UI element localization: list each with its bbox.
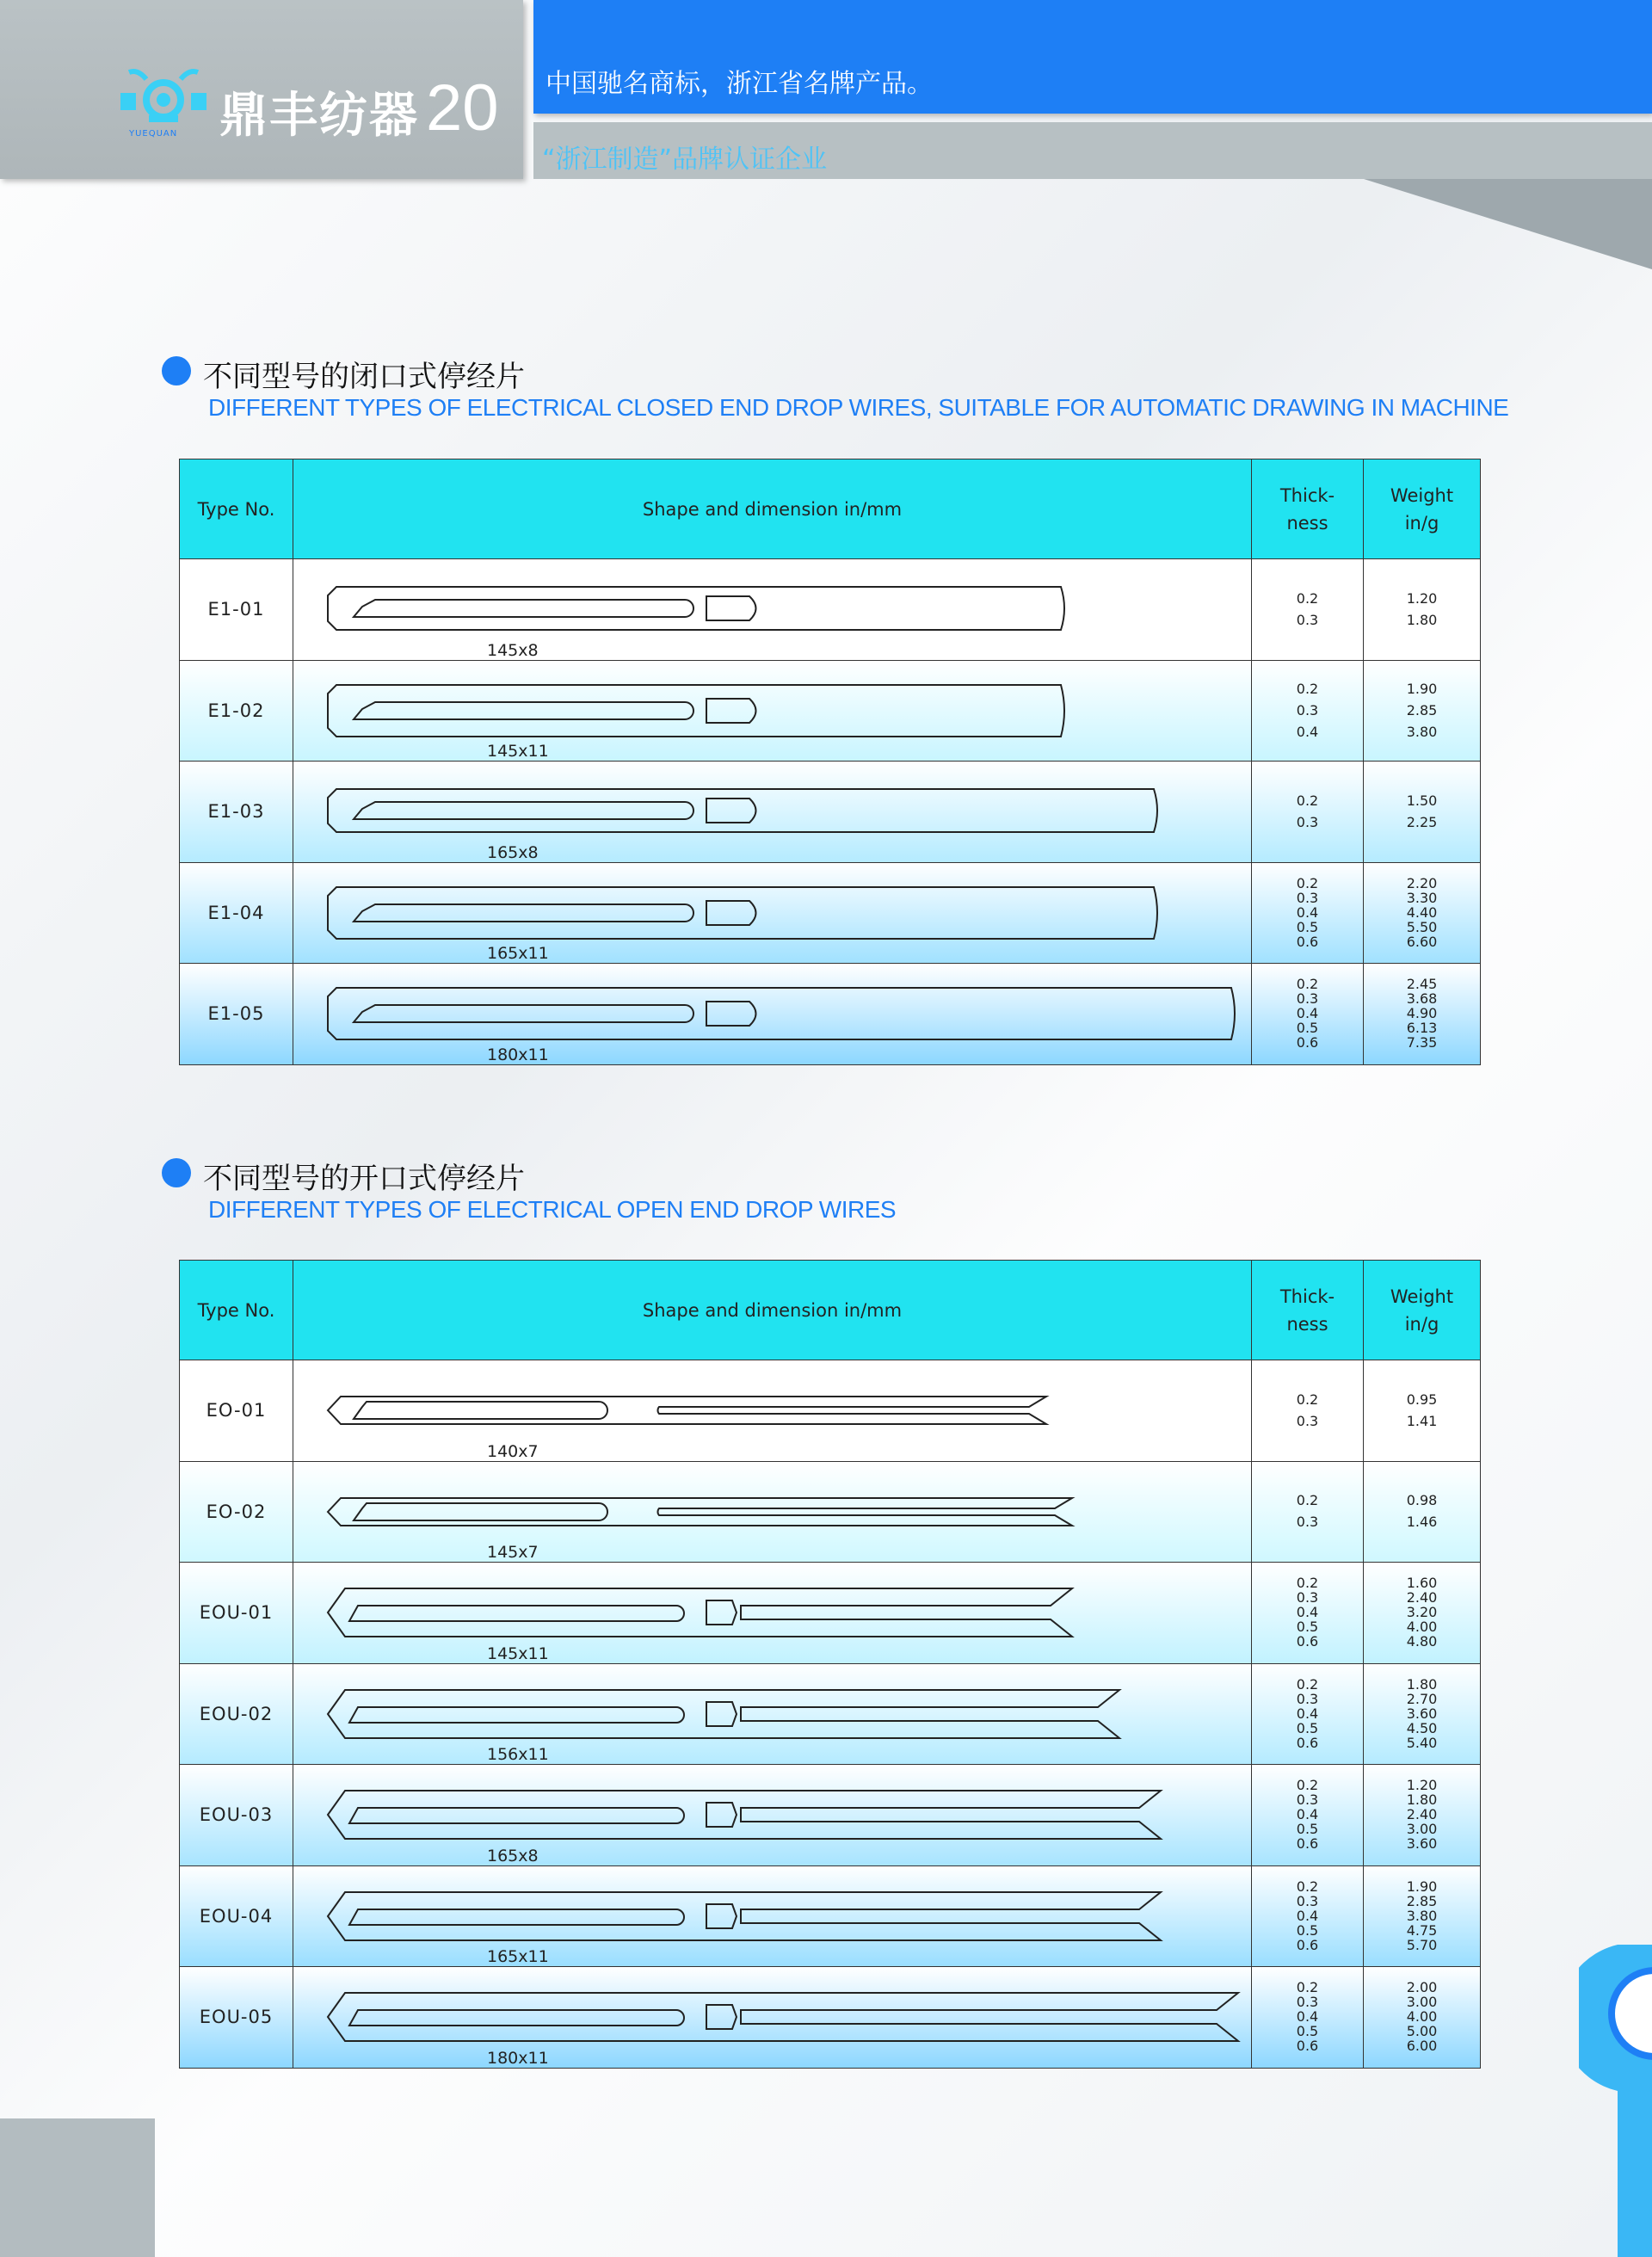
thickness-value: 0.3	[1296, 1412, 1319, 1429]
shape-cell	[293, 1663, 1252, 1765]
thickness-cell	[1252, 1663, 1364, 1765]
type-cell: EO-02	[180, 1461, 293, 1563]
drop-wire-drawing	[293, 661, 1252, 762]
thickness-value: 0.2	[1296, 589, 1319, 607]
shape-cell	[293, 1967, 1252, 2069]
thickness-value: 0.3	[1296, 1892, 1319, 1909]
col-header-type: Type No.	[180, 1261, 293, 1360]
weight-value: 2.45	[1406, 976, 1438, 993]
thickness-value: 0.2	[1296, 1777, 1319, 1794]
thickness-cell	[1252, 1865, 1364, 1967]
weight-cell	[1364, 1865, 1481, 1967]
weight-value: 7.35	[1406, 1034, 1438, 1051]
drop-wire-drawing	[293, 762, 1252, 862]
thickness-value: 0.4	[1296, 723, 1319, 740]
type-cell: EOU-03	[180, 1765, 293, 1866]
table-row	[180, 1360, 1481, 1462]
weight-cell	[1364, 1765, 1481, 1866]
thickness-value: 0.2	[1296, 976, 1319, 993]
weight-value: 3.80	[1406, 1907, 1438, 1924]
slogan-secondary: “浙江制造”品牌认证企业	[542, 145, 828, 175]
col-header-weight: Weight in/g	[1364, 459, 1481, 559]
weight-value: 1.90	[1406, 680, 1438, 697]
thickness-value: 0.2	[1296, 1492, 1319, 1509]
page-number: 20	[426, 71, 499, 145]
thickness-value: 0.5	[1296, 2023, 1319, 2040]
weight-value: 4.00	[1406, 1619, 1438, 1636]
thickness-cell	[1252, 762, 1364, 863]
weight-value: 1.20	[1406, 1777, 1438, 1794]
weight-value: 3.20	[1406, 1604, 1438, 1621]
type-cell: EOU-02	[180, 1663, 293, 1765]
dimension-label: 180x11	[487, 2048, 549, 2068]
weight-cell	[1364, 660, 1481, 762]
thickness-value: 0.3	[1296, 1791, 1319, 1809]
col-header-thickness: Thick- ness	[1252, 459, 1364, 559]
weight-value: 4.50	[1406, 1719, 1438, 1736]
slogan-primary: 中国驰名商标，浙江省名牌产品。	[546, 69, 933, 99]
thickness-value: 0.2	[1296, 1391, 1319, 1408]
weight-cell	[1364, 964, 1481, 1065]
drop-wire-drawing	[293, 964, 1252, 1064]
weight-value: 2.20	[1406, 874, 1438, 891]
dimension-label: 156x11	[487, 1745, 549, 1764]
weight-value: 2.25	[1406, 813, 1438, 830]
weight-value: 6.13	[1406, 1020, 1438, 1037]
thickness-value: 0.6	[1296, 1734, 1319, 1751]
thickness-value: 0.3	[1296, 990, 1319, 1008]
thickness-value: 0.5	[1296, 918, 1319, 935]
thickness-value: 0.4	[1296, 2008, 1319, 2026]
weight-value: 2.40	[1406, 1806, 1438, 1823]
weight-value: 5.50	[1406, 918, 1438, 935]
weight-value: 4.40	[1406, 903, 1438, 921]
weight-value: 1.41	[1406, 1412, 1438, 1429]
weight-value: 3.00	[1406, 1994, 1438, 2011]
drop-wire-drawing	[293, 1664, 1252, 1765]
weight-value: 2.70	[1406, 1690, 1438, 1707]
drop-wire-drawing	[293, 863, 1252, 964]
closed-drop-wire-table	[179, 459, 1481, 1065]
open-title-cn: 不同型号的开口式停经片	[203, 1162, 525, 1196]
closed-title-en: DIFFERENT TYPES OF ELECTRICAL CLOSED END DROP WIRES, SUITABLE FOR AUTOMATIC DRAWING IN MACHINE	[208, 394, 1509, 421]
thickness-value: 0.4	[1296, 903, 1319, 921]
weight-value: 1.60	[1406, 1575, 1438, 1592]
shape-cell	[293, 964, 1252, 1065]
thickness-value: 0.2	[1296, 792, 1319, 809]
shape-cell	[293, 1563, 1252, 1664]
table-row	[180, 660, 1481, 762]
weight-cell	[1364, 1563, 1481, 1664]
thickness-value: 0.3	[1296, 701, 1319, 718]
dimension-label: 165x11	[487, 944, 549, 963]
thickness-cell	[1252, 964, 1364, 1065]
table-row	[180, 1967, 1481, 2069]
header-wedge-decoration	[1364, 179, 1652, 269]
weight-value: 1.80	[1406, 611, 1438, 628]
table-row	[180, 1461, 1481, 1563]
thickness-value: 0.4	[1296, 1005, 1319, 1022]
weight-cell	[1364, 559, 1481, 661]
thickness-value: 0.3	[1296, 889, 1319, 906]
thickness-value: 0.3	[1296, 813, 1319, 830]
thickness-value: 0.4	[1296, 1604, 1319, 1621]
thickness-cell	[1252, 1967, 1364, 2069]
type-cell: EO-01	[180, 1360, 293, 1462]
thickness-value: 0.4	[1296, 1806, 1319, 1823]
closed-title-cn: 不同型号的闭口式停经片	[203, 360, 525, 394]
weight-value: 5.40	[1406, 1734, 1438, 1751]
thickness-value: 0.3	[1296, 611, 1319, 628]
dimension-label: 145x11	[487, 1643, 549, 1663]
corner-decoration-right	[1579, 1945, 1652, 2257]
weight-value: 4.90	[1406, 1005, 1438, 1022]
thickness-value: 0.3	[1296, 1589, 1319, 1606]
thickness-value: 0.2	[1296, 1878, 1319, 1895]
thickness-cell	[1252, 660, 1364, 762]
thickness-value: 0.6	[1296, 933, 1319, 950]
thickness-value: 0.2	[1296, 1675, 1319, 1693]
type-cell: E1-02	[180, 660, 293, 762]
shape-cell	[293, 762, 1252, 863]
brand-name: 鼎丰纺器	[219, 88, 419, 144]
drop-wire-drawing	[293, 1563, 1252, 1663]
drop-wire-drawing	[293, 1967, 1252, 2068]
weight-value: 1.90	[1406, 1878, 1438, 1895]
dimension-label: 165x8	[487, 842, 539, 862]
table-row	[180, 762, 1481, 863]
weight-value: 3.80	[1406, 723, 1438, 740]
weight-value: 5.00	[1406, 2023, 1438, 2040]
weight-value: 1.20	[1406, 589, 1438, 607]
table-row	[180, 559, 1481, 661]
weight-value: 6.00	[1406, 2038, 1438, 2055]
weight-value: 0.98	[1406, 1492, 1438, 1509]
table-row	[180, 964, 1481, 1065]
logo-caption: YUEQUAN	[129, 129, 178, 139]
weight-value: 2.85	[1406, 701, 1438, 718]
thickness-value: 0.2	[1296, 1575, 1319, 1592]
weight-value: 1.46	[1406, 1514, 1438, 1531]
thickness-value: 0.3	[1296, 1514, 1319, 1531]
thickness-cell	[1252, 1360, 1364, 1462]
dimension-label: 145x7	[487, 1543, 539, 1562]
dimension-label: 165x11	[487, 1947, 549, 1966]
type-cell: E1-04	[180, 862, 293, 964]
thickness-value: 0.6	[1296, 1034, 1319, 1051]
type-cell: E1-03	[180, 762, 293, 863]
weight-value: 3.00	[1406, 1821, 1438, 1838]
shape-cell	[293, 660, 1252, 762]
header-subbar	[533, 122, 1652, 179]
table-row	[180, 1865, 1481, 1967]
open-title-en: DIFFERENT TYPES OF ELECTRICAL OPEN END DROP WIRES	[208, 1196, 897, 1223]
type-cell: EOU-04	[180, 1865, 293, 1967]
col-header-shape: Shape and dimension in/mm	[293, 459, 1252, 559]
thickness-value: 0.3	[1296, 1994, 1319, 2011]
thickness-value: 0.6	[1296, 1835, 1319, 1853]
bullet-icon	[162, 356, 191, 385]
type-cell: E1-05	[180, 964, 293, 1065]
table-row	[180, 862, 1481, 964]
type-cell: EOU-01	[180, 1563, 293, 1664]
thickness-value: 0.3	[1296, 1690, 1319, 1707]
col-header-shape: Shape and dimension in/mm	[293, 1261, 1252, 1360]
shape-cell	[293, 862, 1252, 964]
weight-value: 3.60	[1406, 1705, 1438, 1722]
col-header-weight: Weight in/g	[1364, 1261, 1481, 1360]
weight-cell	[1364, 1360, 1481, 1462]
thickness-value: 0.6	[1296, 1936, 1319, 1953]
thickness-value: 0.2	[1296, 680, 1319, 697]
table-row	[180, 1765, 1481, 1866]
weight-value: 6.60	[1406, 933, 1438, 950]
thickness-cell	[1252, 559, 1364, 661]
thickness-cell	[1252, 1461, 1364, 1563]
dimension-label: 165x8	[487, 1846, 539, 1865]
thickness-cell	[1252, 1765, 1364, 1866]
shape-cell	[293, 1360, 1252, 1462]
drop-wire-drawing	[293, 1866, 1252, 1967]
weight-value: 3.68	[1406, 990, 1438, 1008]
weight-value: 5.70	[1406, 1936, 1438, 1953]
weight-cell	[1364, 1967, 1481, 2069]
type-cell: E1-01	[180, 559, 293, 661]
weight-cell	[1364, 1663, 1481, 1765]
thickness-value: 0.5	[1296, 1020, 1319, 1037]
thickness-value: 0.5	[1296, 1921, 1319, 1939]
thickness-value: 0.6	[1296, 2038, 1319, 2055]
dimension-label: 180x11	[487, 1045, 549, 1064]
col-header-thickness: Thick- ness	[1252, 1261, 1364, 1360]
shape-cell	[293, 1461, 1252, 1563]
shape-cell	[293, 559, 1252, 661]
weight-value: 4.75	[1406, 1921, 1438, 1939]
drop-wire-drawing	[293, 1462, 1252, 1563]
dimension-label: 140x7	[487, 1441, 539, 1461]
weight-value: 2.40	[1406, 1589, 1438, 1606]
open-drop-wire-table	[179, 1260, 1481, 2069]
weight-value: 3.60	[1406, 1835, 1438, 1853]
thickness-value: 0.6	[1296, 1633, 1319, 1650]
table-row	[180, 1663, 1481, 1765]
weight-value: 1.80	[1406, 1791, 1438, 1809]
shape-cell	[293, 1865, 1252, 1967]
thickness-value: 0.4	[1296, 1907, 1319, 1924]
drop-wire-drawing	[293, 1360, 1252, 1461]
weight-cell	[1364, 762, 1481, 863]
dimension-label: 145x8	[487, 640, 539, 660]
thickness-value: 0.5	[1296, 1719, 1319, 1736]
weight-value: 1.80	[1406, 1675, 1438, 1693]
thickness-value: 0.5	[1296, 1619, 1319, 1636]
thickness-cell	[1252, 1563, 1364, 1664]
weight-cell	[1364, 862, 1481, 964]
dimension-label: 145x11	[487, 742, 549, 761]
header-brand-panel	[0, 0, 523, 179]
weight-value: 2.00	[1406, 1979, 1438, 1996]
drop-wire-drawing	[293, 559, 1252, 660]
thickness-cell	[1252, 862, 1364, 964]
weight-value: 3.30	[1406, 889, 1438, 906]
shape-cell	[293, 1765, 1252, 1866]
table-row	[180, 1563, 1481, 1664]
type-cell: EOU-05	[180, 1967, 293, 2069]
weight-cell	[1364, 1461, 1481, 1563]
thickness-value: 0.5	[1296, 1821, 1319, 1838]
corner-decoration-left	[0, 2118, 155, 2257]
header-slogan-bar	[533, 0, 1652, 114]
thickness-value: 0.2	[1296, 1979, 1319, 1996]
weight-value: 0.95	[1406, 1391, 1438, 1408]
weight-value: 1.50	[1406, 792, 1438, 809]
weight-value: 2.85	[1406, 1892, 1438, 1909]
thickness-value: 0.4	[1296, 1705, 1319, 1722]
weight-value: 4.80	[1406, 1633, 1438, 1650]
thickness-value: 0.2	[1296, 874, 1319, 891]
drop-wire-drawing	[293, 1765, 1252, 1865]
col-header-type: Type No.	[180, 459, 293, 559]
weight-value: 4.00	[1406, 2008, 1438, 2026]
bullet-icon	[162, 1158, 191, 1187]
